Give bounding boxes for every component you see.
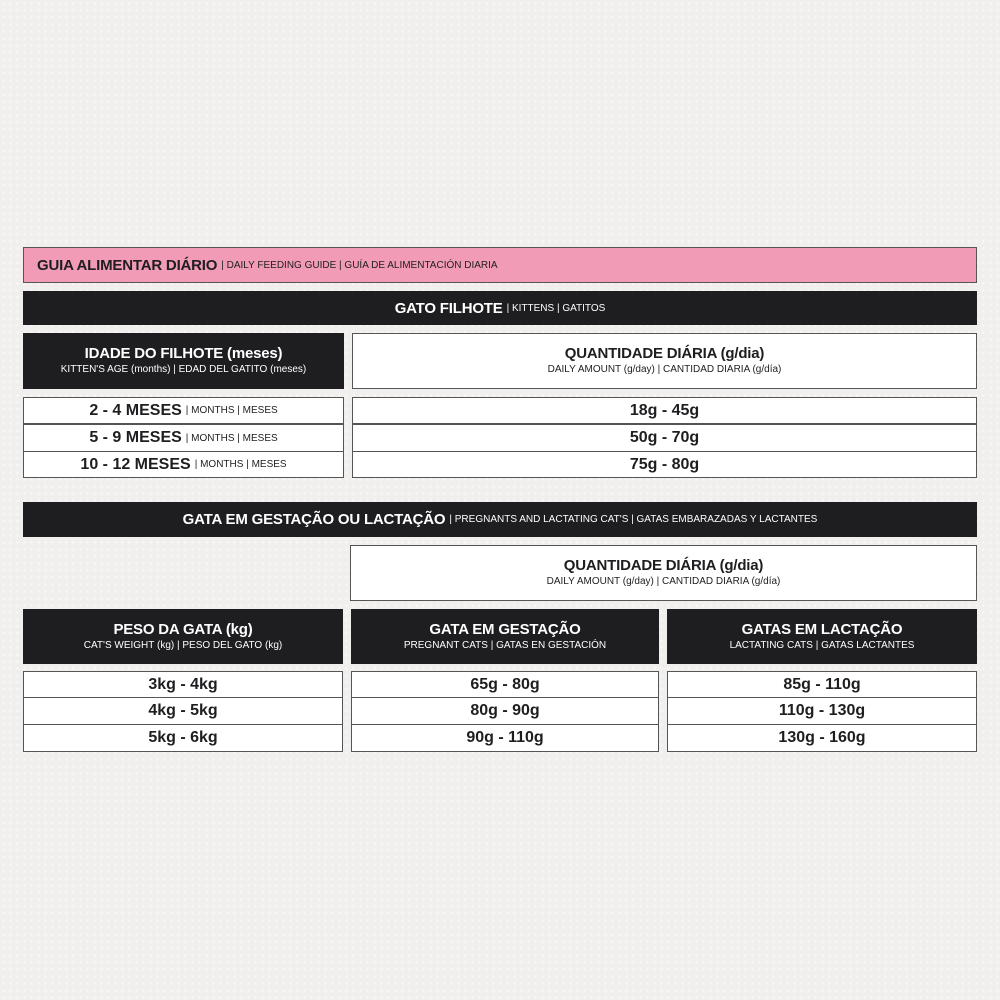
- cat-weight-value: 3kg - 4kg: [148, 675, 218, 693]
- gestation-amount-cell: [351, 697, 659, 725]
- kitten-age-unit: | MONTHS | MESES: [185, 432, 278, 444]
- cat-weight-header-main: PESO DA GATA (kg): [113, 620, 253, 638]
- cat-weight-cell: [23, 724, 343, 752]
- pregnant-subtitle: | PREGNANTS AND LACTATING CAT'S | GATAS EMBARAZADAS Y LACTANTES: [449, 514, 818, 525]
- cat-weight-header-sub: CAT'S WEIGHT (kg) | PESO DEL GATO (kg): [83, 639, 283, 651]
- kittens-subtitle: | KITTENS | GATITOS: [506, 302, 606, 314]
- feeding-guide-title: GUIA ALIMENTAR DIÁRIO: [37, 256, 218, 274]
- kitten-amount-value: 75g - 80g: [629, 455, 700, 473]
- kitten-amount-cell: [352, 397, 977, 424]
- kitten-age-header-sub: KITTEN'S AGE (months) | EDAD DEL GATITO (meses): [60, 364, 307, 375]
- kitten-age-cell: [23, 451, 344, 478]
- kitten-age-value: 2 - 4 MESES: [89, 401, 182, 419]
- gestation-amount-value: 65g - 80g: [470, 675, 540, 693]
- pregnant-amount-header: [350, 545, 977, 601]
- kitten-amount-value: 50g - 70g: [629, 429, 700, 446]
- lactation-amount-value: 110g - 130g: [778, 702, 866, 719]
- cat-weight-cell: [23, 697, 343, 725]
- kittens-section-header: [23, 291, 977, 325]
- cat-weight-value: 5kg - 6kg: [148, 729, 218, 746]
- lactation-amount-cell: [667, 724, 977, 752]
- kittens-title: GATO FILHOTE: [394, 299, 503, 317]
- kitten-age-header-main: IDADE DO FILHOTE (meses): [84, 345, 283, 362]
- lactation-amount-cell: [667, 697, 977, 725]
- kitten-amount-header-main: QUANTIDADE DIÁRIA (g/dia): [564, 345, 765, 362]
- pregnant-title: GATA EM GESTAÇÃO OU LACTAÇÃO: [182, 511, 446, 528]
- kitten-amount-header-sub: DAILY AMOUNT (g/day) | CANTIDAD DIARIA (g/día): [547, 364, 782, 375]
- gestation-header-sub: PREGNANT CATS | GATAS EN GESTACIÓN: [403, 639, 607, 651]
- cat-weight-value: 4kg - 5kg: [148, 702, 218, 719]
- gestation-amount-cell: [351, 671, 659, 698]
- kitten-age-unit: | MONTHS | MESES: [185, 405, 278, 416]
- kitten-amount-header: [352, 333, 977, 389]
- feeding-guide-header: [23, 247, 977, 283]
- kitten-age-value: 5 - 9 MESES: [89, 429, 182, 446]
- kitten-amount-cell: [352, 424, 977, 452]
- lactation-header-main: GATAS EM LACTAÇÃO: [741, 620, 903, 638]
- lactation-amount-cell: [667, 671, 977, 698]
- feeding-guide-subtitle: | DAILY FEEDING GUIDE | GUÍA DE ALIMENTACIÓN DIARIA: [221, 259, 498, 271]
- kitten-age-cell: [23, 397, 344, 424]
- lactation-amount-value: 130g - 160g: [778, 729, 866, 746]
- gestation-amount-cell: [351, 724, 659, 752]
- lactation-header-sub: LACTATING CATS | GATAS LACTANTES: [729, 639, 915, 651]
- lactation-amount-value: 85g - 110g: [783, 675, 861, 693]
- gestation-amount-value: 90g - 110g: [466, 729, 544, 746]
- gestation-header: [351, 609, 659, 664]
- cat-weight-cell: [23, 671, 343, 698]
- kitten-amount-cell: [352, 451, 977, 478]
- pregnant-amount-header-sub: DAILY AMOUNT (g/day) | CANTIDAD DIARIA (g/día): [546, 576, 781, 587]
- pregnant-amount-header-main: QUANTIDADE DIÁRIA (g/dia): [563, 557, 764, 574]
- gestation-header-main: GATA EM GESTAÇÃO: [429, 620, 581, 638]
- kitten-amount-value: 18g - 45g: [629, 401, 700, 419]
- gestation-amount-value: 80g - 90g: [470, 702, 540, 719]
- lactation-header: [667, 609, 977, 664]
- kitten-age-cell: [23, 424, 344, 452]
- cat-weight-header: [23, 609, 343, 664]
- kitten-age-unit: | MONTHS | MESES: [194, 459, 287, 470]
- kitten-age-value: 10 - 12 MESES: [80, 455, 191, 473]
- kitten-age-header: [23, 333, 344, 389]
- pregnant-section-header: [23, 502, 977, 537]
